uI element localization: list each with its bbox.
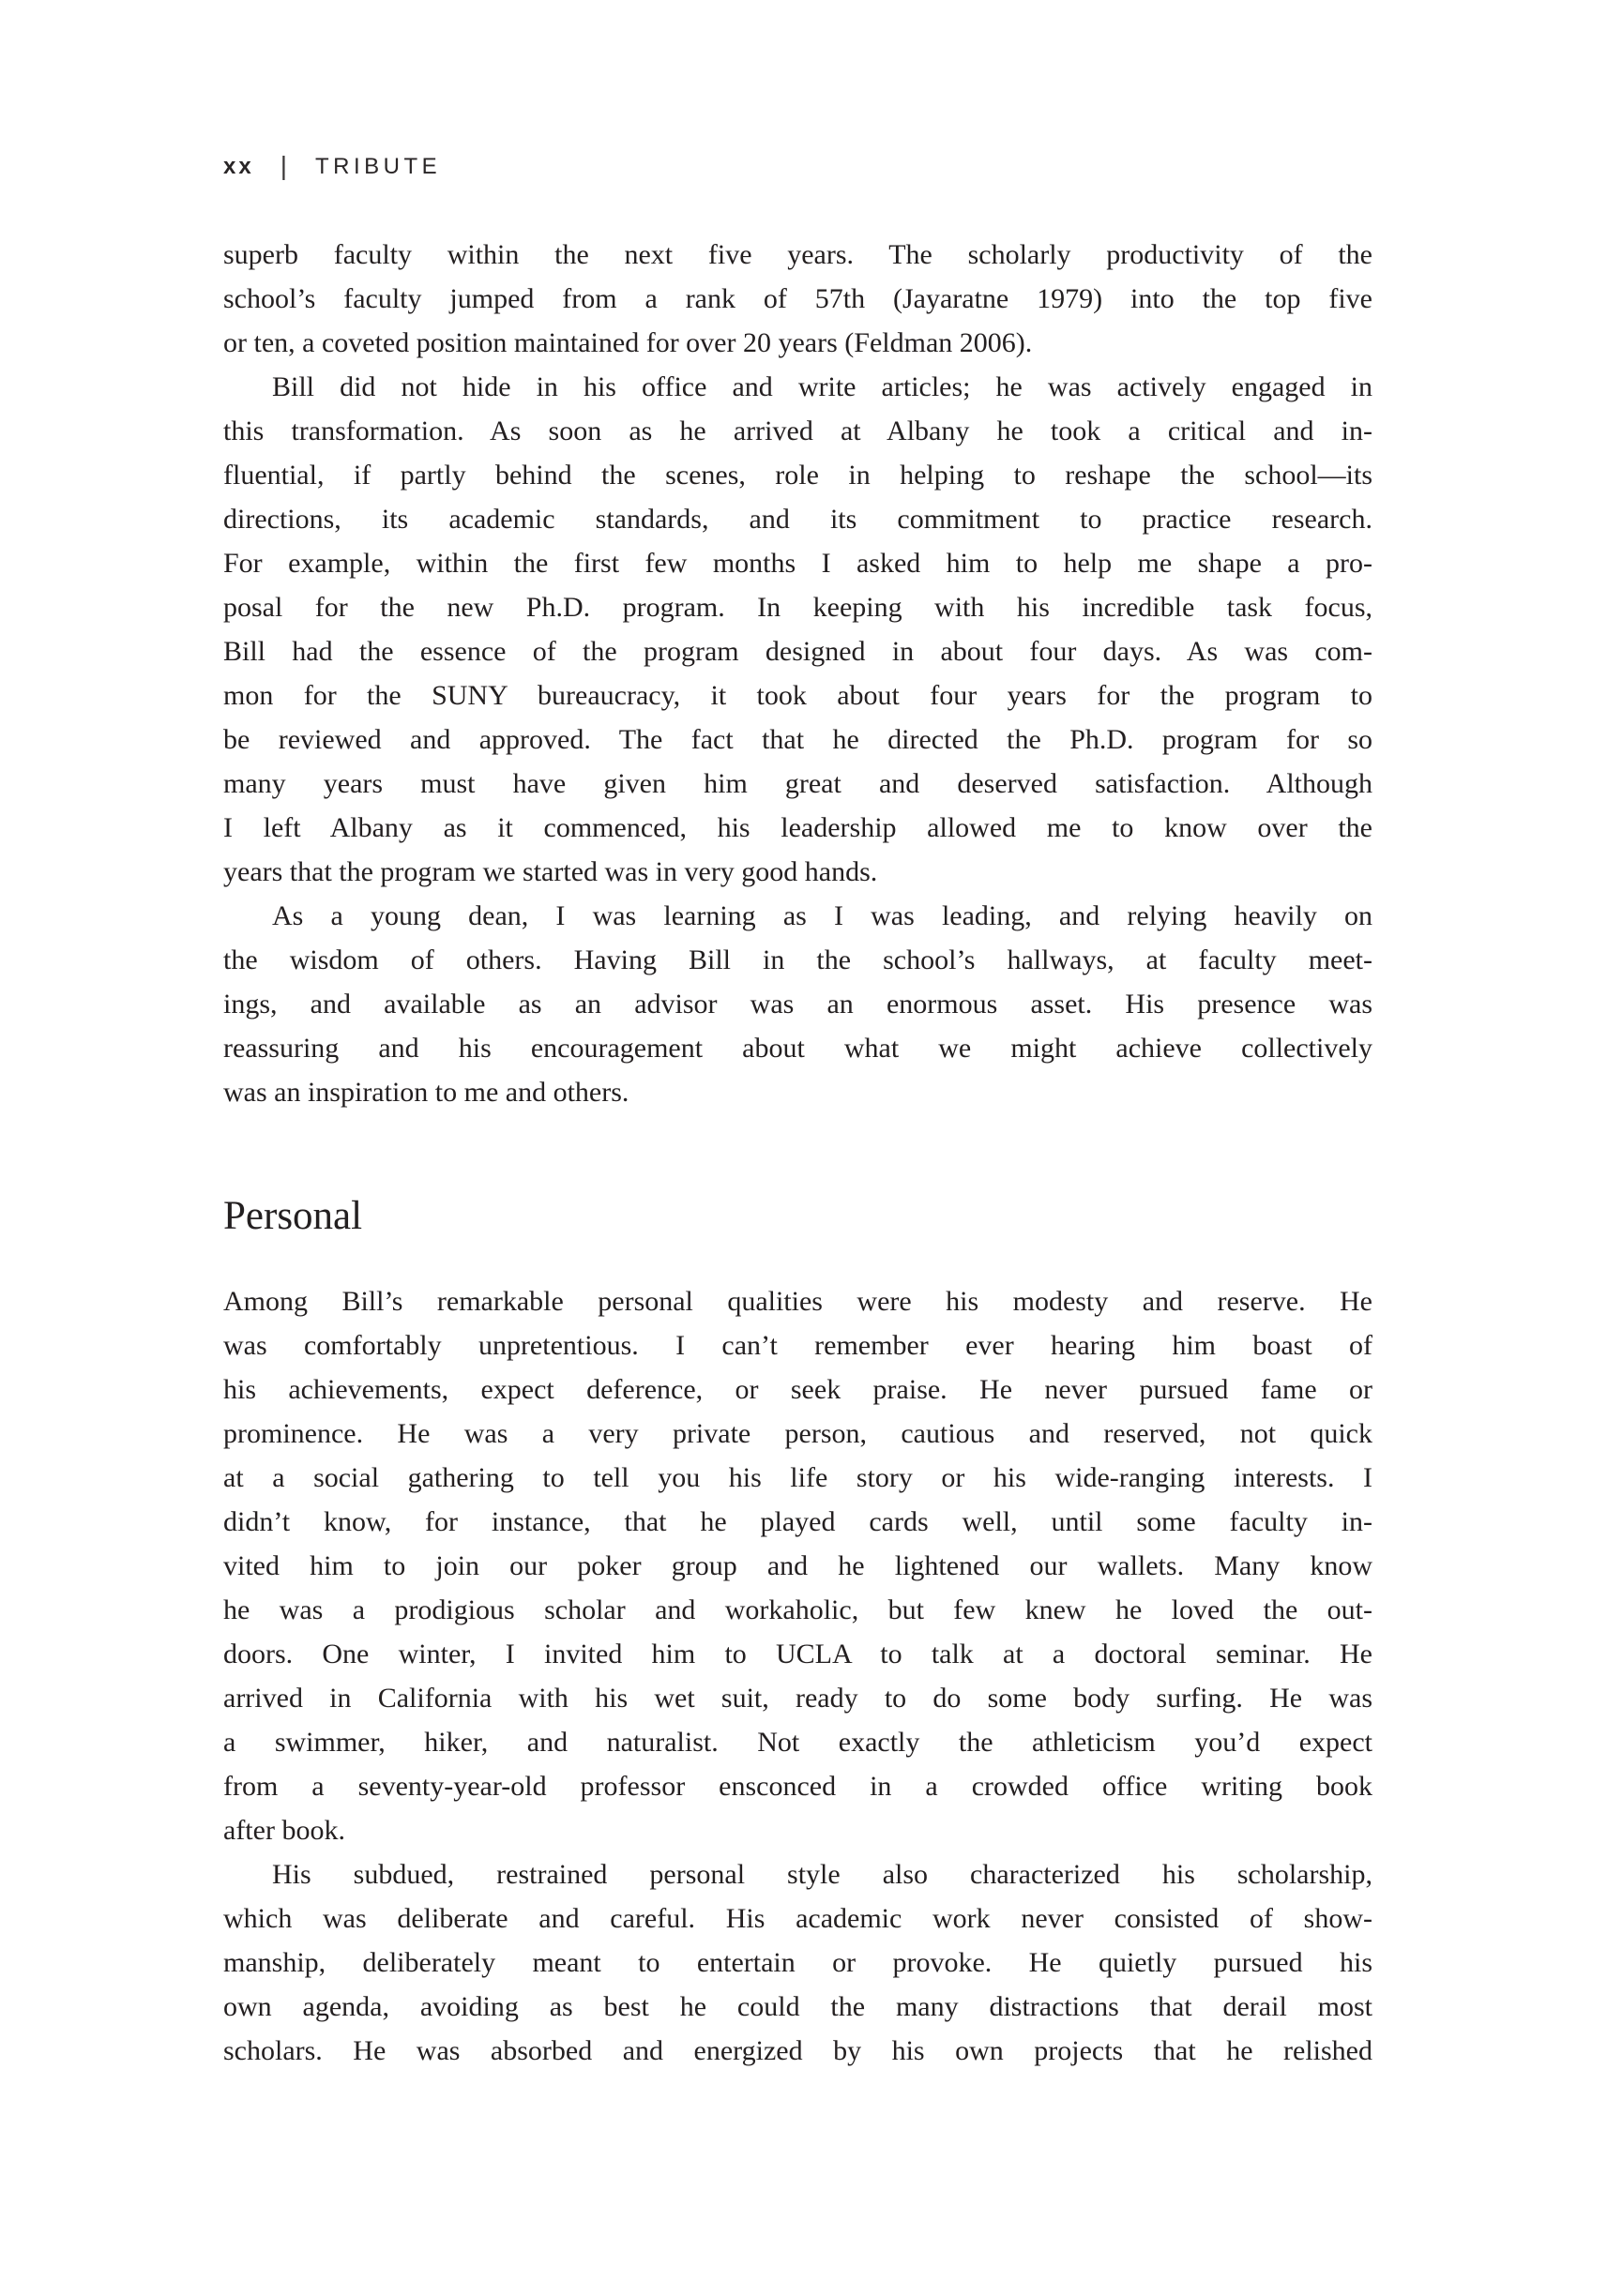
- text-line: was comfortably unpretentious. I can’t remember ever hearing him boast of: [223, 1330, 1372, 1361]
- running-header: [223, 150, 441, 180]
- text-line: doors. One winter, I invited him to UCLA to talk at a doctoral seminar. He: [223, 1639, 1372, 1669]
- text-line: the wisdom of others. Having Bill in the school’s hallways, at faculty meet-: [223, 944, 1372, 975]
- text-line: or ten, a coveted position maintained for over 20 years (Feldman 2006).: [223, 327, 1033, 358]
- text-line: fluential, if partly behind the scenes, role in helping to reshape the school—its: [223, 460, 1372, 491]
- text-line: superb faculty within the next five years. The scholarly productivity of the: [223, 239, 1372, 270]
- paragraph-3: [223, 894, 1372, 1114]
- paragraph-4: [223, 1279, 1372, 1852]
- text-line: For example, within the first few months I asked him to help me shape a pro-: [223, 548, 1372, 579]
- text-line: scholars. He was absorbed and energized by his own projects that he relished: [223, 2035, 1372, 2066]
- paragraph-2: [223, 365, 1372, 894]
- text-line: a swimmer, hiker, and naturalist. Not exactly the athleticism you’d expect: [223, 1727, 1372, 1758]
- text-line: this transformation. As soon as he arrived at Albany he took a critical and in-: [223, 415, 1372, 446]
- text-line: after book.: [223, 1815, 345, 1846]
- text-line: own agenda, avoiding as best he could the many distractions that derail most: [223, 1991, 1372, 2022]
- text-line: mon for the SUNY bureaucracy, it took about four years for the program to: [223, 680, 1372, 711]
- text-line: ings, and available as an advisor was an enormous asset. His presence was: [223, 989, 1372, 1020]
- running-header-section: TRIBUTE: [314, 154, 442, 179]
- text-line: his achievements, expect deference, or seek praise. He never pursued fame or: [223, 1374, 1372, 1405]
- text-line: vited him to join our poker group and he lightened our wallets. Many know: [223, 1550, 1372, 1581]
- text-line: many years must have given him great and deserved satisfaction. Although: [223, 768, 1372, 799]
- text-line: school’s faculty jumped from a rank of 57th (Jayaratne 1979) into the top five: [223, 283, 1372, 314]
- text-line: be reviewed and approved. The fact that he directed the Ph.D. program for so: [223, 724, 1372, 755]
- text-line: he was a prodigious scholar and workaholic, but few knew he loved the out-: [223, 1594, 1372, 1625]
- text-line: As a young dean, I was learning as I was leading, and relying heavily on: [272, 900, 1372, 931]
- text-line: didn’t know, for instance, that he played cards well, until some faculty in-: [223, 1506, 1372, 1537]
- text-line: which was deliberate and careful. His academic work never consisted of show-: [223, 1903, 1372, 1934]
- page-number: xx: [223, 154, 254, 179]
- body-text-column: [223, 233, 1372, 2073]
- text-line: Among Bill’s remarkable personal qualities were his modesty and reserve. He: [223, 1286, 1372, 1317]
- section-heading-personal: Personal: [223, 1194, 363, 1238]
- text-line: I left Albany as it commenced, his leadership allowed me to know over the: [223, 812, 1372, 843]
- text-line: manship, deliberately meant to entertain or provoke. He quietly pursued his: [223, 1947, 1372, 1978]
- text-line: reassuring and his encouragement about what we might achieve collectively: [223, 1033, 1372, 1064]
- header-separator: |: [280, 151, 287, 180]
- text-line: directions, its academic standards, and its commitment to practice research.: [223, 504, 1372, 535]
- text-line: prominence. He was a very private person, cautious and reserved, not quick: [223, 1418, 1372, 1449]
- text-line: Bill had the essence of the program designed in about four days. As was com-: [223, 636, 1372, 667]
- text-line: years that the program we started was in very good hands.: [223, 856, 878, 887]
- text-line: His subdued, restrained personal style also characterized his scholarship,: [272, 1859, 1372, 1890]
- paragraph-5: [223, 1852, 1372, 2073]
- text-line: from a seventy-year-old professor ensconced in a crowded office writing book: [223, 1771, 1372, 1802]
- text-line: Bill did not hide in his office and write articles; he was actively engaged in: [272, 371, 1372, 402]
- text-line: arrived in California with his wet suit, ready to do some body surfing. He was: [223, 1683, 1372, 1714]
- text-line: was an inspiration to me and others.: [223, 1077, 629, 1108]
- paragraph-1: [223, 233, 1372, 365]
- text-line: at a social gathering to tell you his life story or his wide-ranging interests. I: [223, 1462, 1372, 1493]
- text-line: posal for the new Ph.D. program. In keeping with his incredible task focus,: [223, 592, 1372, 623]
